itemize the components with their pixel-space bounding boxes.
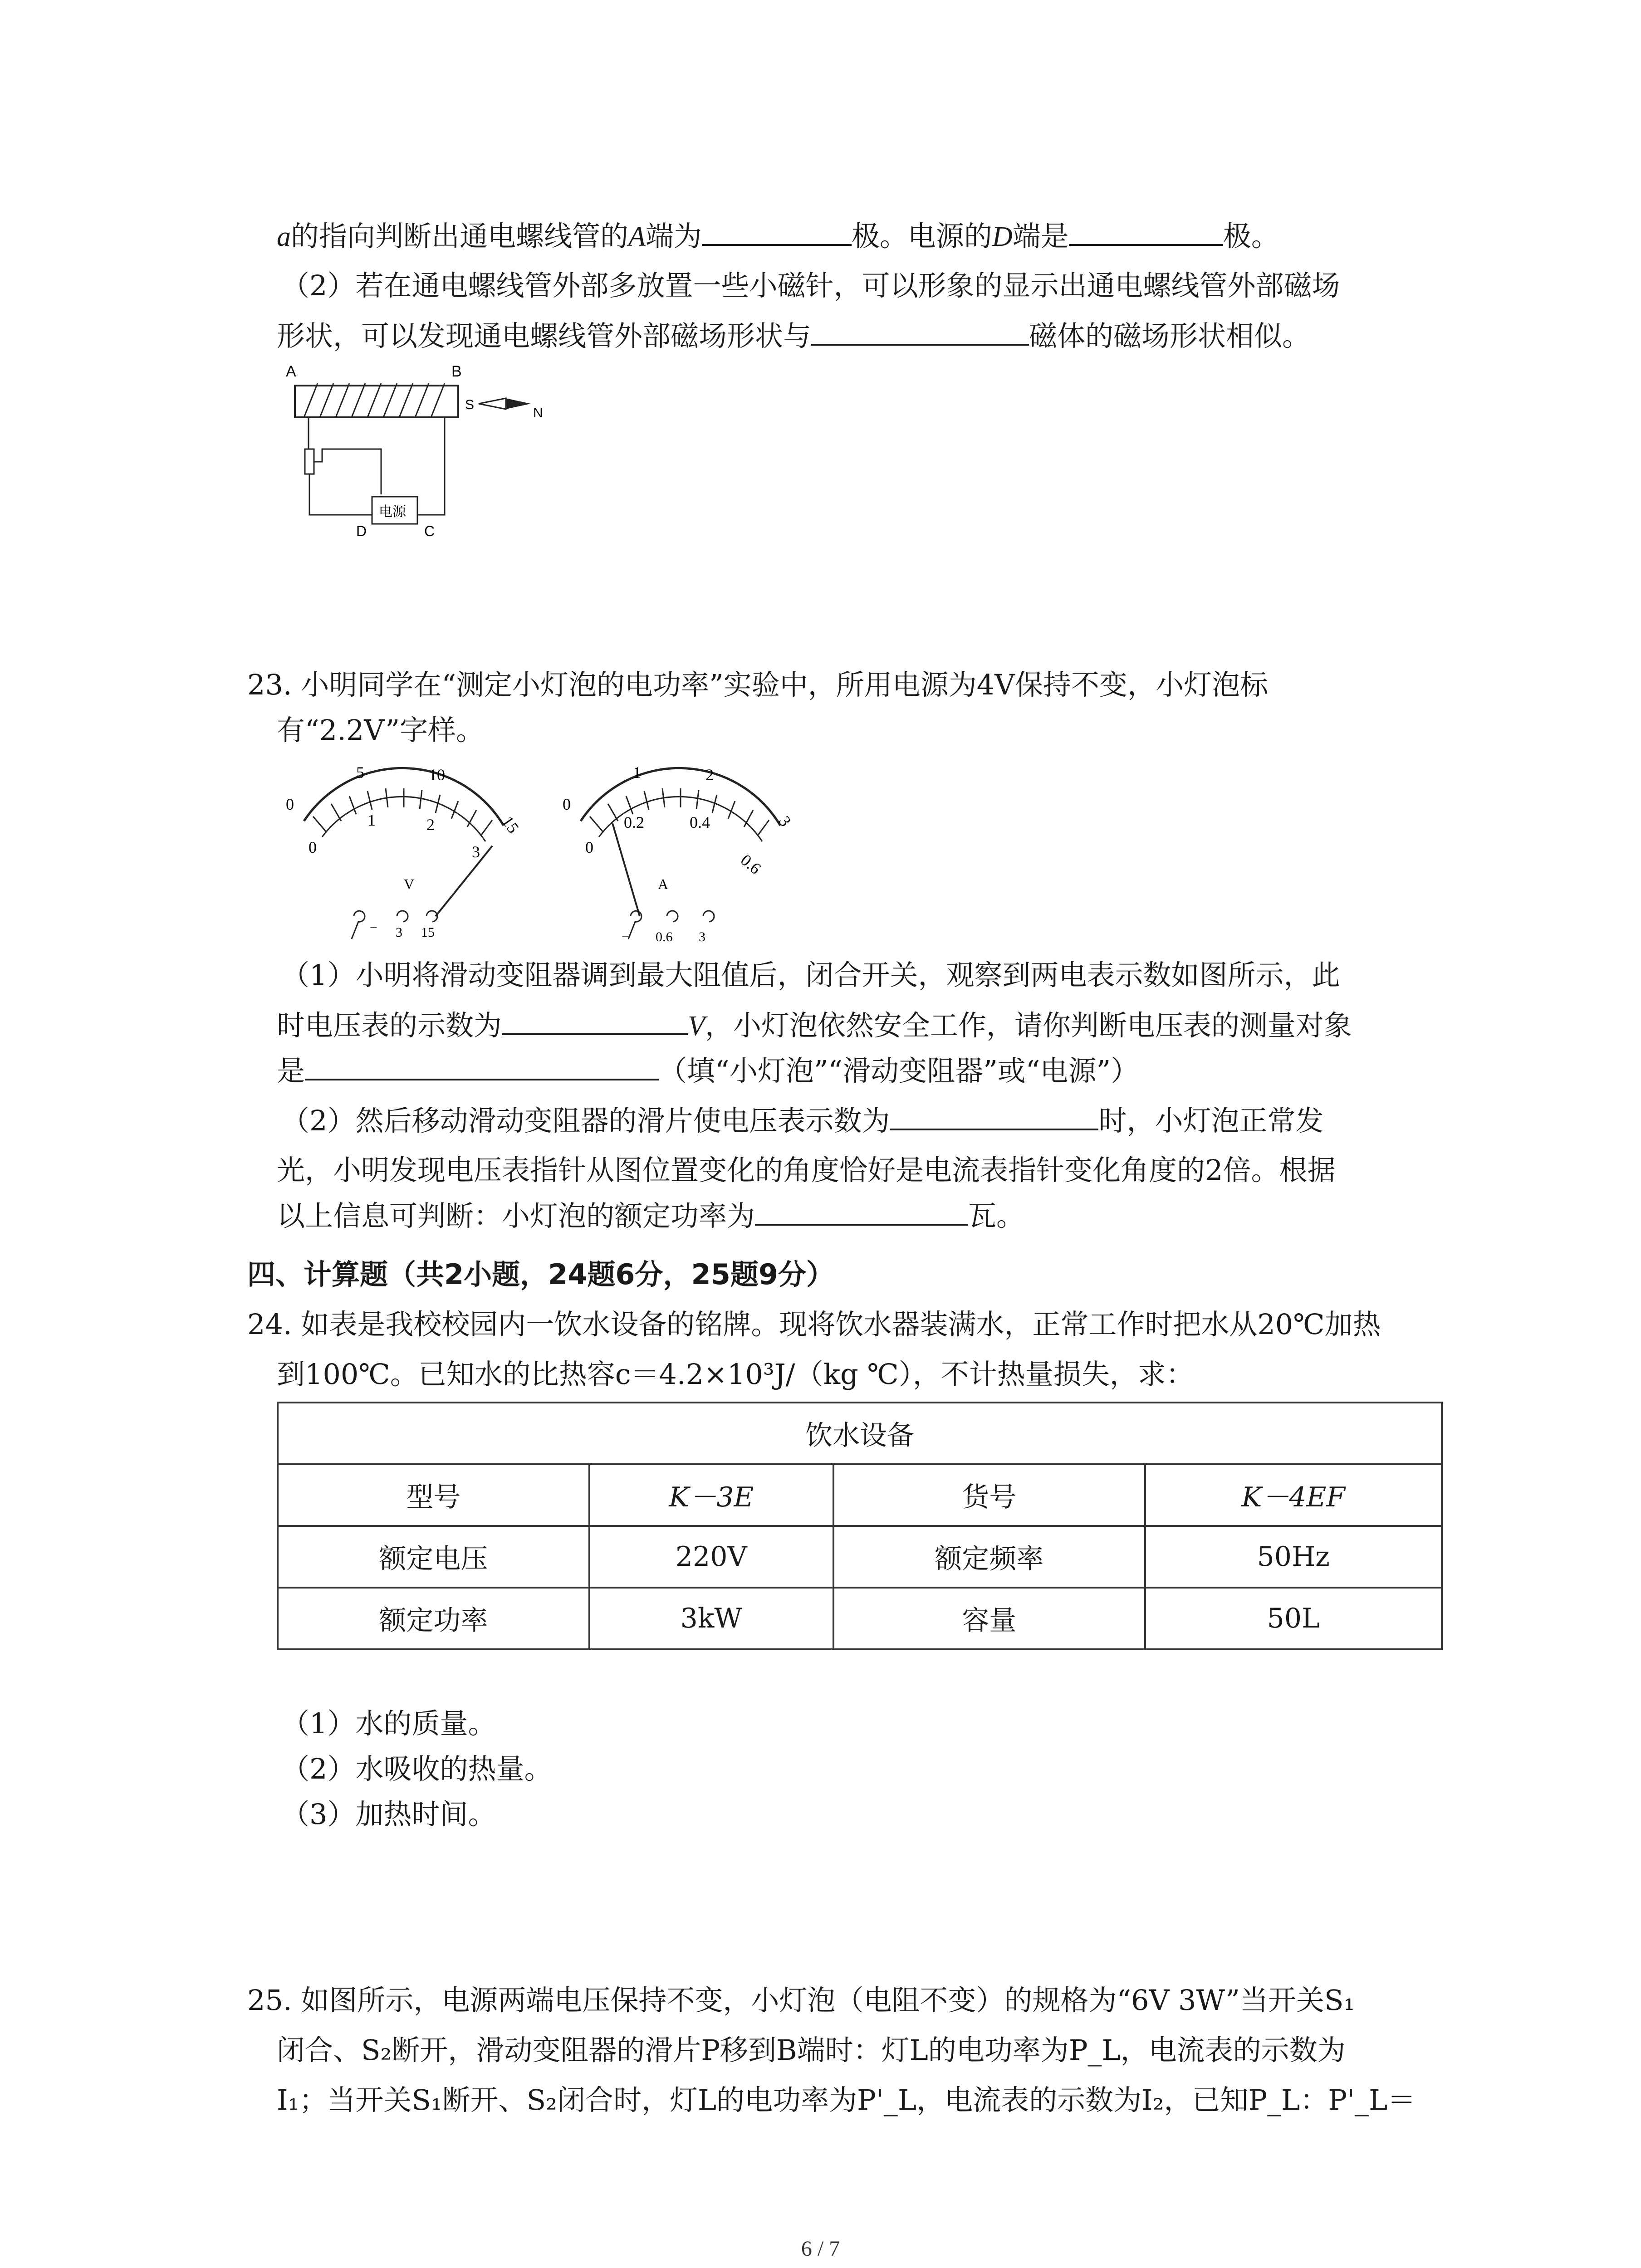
label-b: B xyxy=(451,363,462,380)
q23-line1: 23. 小明同学在“测定小灯泡的电功率”实验中，所用电源为4V保持不变，小灯泡标 xyxy=(247,668,1268,701)
v-inner-0: 0 xyxy=(309,838,317,856)
spec-table xyxy=(277,1402,1443,1650)
cell-label: 额定功率 xyxy=(278,1588,589,1649)
label-d: D xyxy=(356,523,367,539)
table-row xyxy=(278,1464,1442,1526)
compass-needle-icon xyxy=(479,398,531,409)
cell-value: 50Hz xyxy=(1145,1526,1442,1588)
q23-line2: 有“2.2V”字样。 xyxy=(277,714,485,747)
v-inner-1: 1 xyxy=(367,811,376,829)
cell-value: 3kW xyxy=(589,1588,833,1649)
section-title: 四、计算题（共2小题，24题6分，25题9分） xyxy=(247,1258,834,1291)
q22-blank-d-pole[interactable] xyxy=(1069,218,1223,246)
q22-line1: a的指向判断出通电螺线管的A端为 极。电源的D端是 极。 xyxy=(277,218,1279,255)
cell-label: 型号 xyxy=(278,1464,589,1526)
q23-blank-power[interactable] xyxy=(755,1198,968,1226)
page-number: 6 / 7 xyxy=(801,2237,840,2261)
label-c: C xyxy=(424,523,435,539)
q22-blank-magnet[interactable] xyxy=(811,318,1029,346)
solenoid-figure xyxy=(277,358,594,540)
v-outer-15: 15 xyxy=(498,812,523,837)
meters-figure xyxy=(277,753,821,957)
q25-line1: 25. 如图所示，电源两端电压保持不变，小灯泡（电阻不变）的规格为“6V 3W”当开关S₁ xyxy=(247,1984,1355,2017)
q24-line2: 到100℃。已知水的比热容c＝4.2×10³J/（kg ℃），不计热量损失，求： xyxy=(277,1358,1194,1391)
cell-label: 容量 xyxy=(833,1588,1145,1649)
cell-value: K－3E xyxy=(589,1464,833,1526)
a-outer-1: 1 xyxy=(633,763,641,782)
cell-label: 额定电压 xyxy=(278,1526,589,1588)
ammeter-pointer xyxy=(612,823,640,916)
a-term-minus: − xyxy=(622,929,629,944)
cell-value: 50L xyxy=(1145,1588,1442,1649)
label-a: A xyxy=(286,363,296,380)
voltmeter-pointer xyxy=(436,846,492,916)
table-title-row xyxy=(278,1403,1442,1464)
q23-blank-voltage[interactable] xyxy=(502,1007,688,1035)
voltmeter xyxy=(286,763,523,940)
voltmeter-symbol: V xyxy=(404,876,415,892)
v-inner-2: 2 xyxy=(426,816,435,834)
power-label: 电源 xyxy=(379,504,406,520)
q23-blank-target[interactable] xyxy=(305,1052,659,1080)
q23-p2-line1: （2）然后移动滑动变阻器的滑片使电压表示数为 时，小灯泡正常发 xyxy=(281,1102,1323,1139)
q22-part2-line1: （2）若在通电螺线管外部多放置一些小磁针，可以形象的显示出通电螺线管外部磁场 xyxy=(281,269,1340,302)
v-outer-5: 5 xyxy=(356,763,364,782)
cell-label: 货号 xyxy=(833,1464,1145,1526)
a-inner-02: 0.2 xyxy=(624,813,644,831)
q23-p2-line3: 以上信息可判断：小灯泡的额定功率为 瓦。 xyxy=(277,1198,1024,1234)
q25-line3: I₁；当开关S₁断开、S₂闭合时，灯L的电功率为P'_L，电流表的示数为I₂，已知P_L：P'_L＝ xyxy=(277,2083,1416,2116)
a-outer-0: 0 xyxy=(563,795,571,813)
a-term-3: 3 xyxy=(699,929,705,944)
label-n: N xyxy=(533,406,543,420)
ammeter xyxy=(563,763,795,944)
q23-p2-line2: 光，小明发现电压表指针从图位置变化的角度恰好是电流表指针变化角度的2倍。根据 xyxy=(277,1154,1336,1187)
table-title: 饮水设备 xyxy=(278,1403,1442,1464)
q25-line2: 闭合、S₂断开，滑动变阻器的滑片P移到B端时：灯L的电功率为P_L，电流表的示数为 xyxy=(277,2033,1346,2067)
a-inner-06: 0.6 xyxy=(737,850,765,878)
q23-blank-target-voltage[interactable] xyxy=(890,1102,1098,1130)
table-row xyxy=(278,1526,1442,1588)
a-outer-3: 3 xyxy=(775,812,795,830)
table-row xyxy=(278,1588,1442,1649)
solenoid-core xyxy=(295,386,458,417)
q24-sub3: （3）加热时间。 xyxy=(281,1798,496,1831)
q24-line1: 24. 如表是我校校园内一饮水设备的铭牌。现将饮水器装满水，正常工作时把水从20℃加热 xyxy=(247,1308,1381,1341)
cell-value: 220V xyxy=(589,1526,833,1588)
v-term-3: 3 xyxy=(396,925,402,940)
q23-p1-line3: 是 （填“小灯泡”“滑动变阻器”或“电源”） xyxy=(277,1052,1139,1089)
q24-sub1: （1）水的质量。 xyxy=(281,1707,496,1740)
ammeter-symbol: A xyxy=(658,876,669,892)
q23-p1-line1: （1）小明将滑动变阻器调到最大阻值后，闭合开关，观察到两电表示数如图所示，此 xyxy=(281,958,1340,992)
a-outer-2: 2 xyxy=(705,766,714,784)
cell-value: K－4EF xyxy=(1145,1464,1442,1526)
q24-sub2: （2）水吸收的热量。 xyxy=(281,1752,553,1785)
solenoid-coils xyxy=(304,383,445,417)
label-s: S xyxy=(465,397,475,412)
v-term-minus: − xyxy=(370,920,377,935)
q22-part2-line2: 形状，可以发现通电螺线管外部磁场形状与 磁体的磁场形状相似。 xyxy=(277,318,1310,354)
q22-blank-a-pole[interactable] xyxy=(702,218,852,246)
v-outer-10: 10 xyxy=(429,766,445,784)
a-inner-04: 0.4 xyxy=(690,813,710,831)
q23-p1-line2: 时电压表的示数为 V，小灯泡依然安全工作，请你判断电压表的测量对象 xyxy=(277,1007,1352,1044)
v-term-15: 15 xyxy=(421,925,435,940)
cell-label: 额定频率 xyxy=(833,1526,1145,1588)
a-inner-0: 0 xyxy=(585,838,593,856)
v-outer-0: 0 xyxy=(286,795,294,813)
a-term-06: 0.6 xyxy=(656,929,673,944)
v-inner-3: 3 xyxy=(472,843,480,861)
